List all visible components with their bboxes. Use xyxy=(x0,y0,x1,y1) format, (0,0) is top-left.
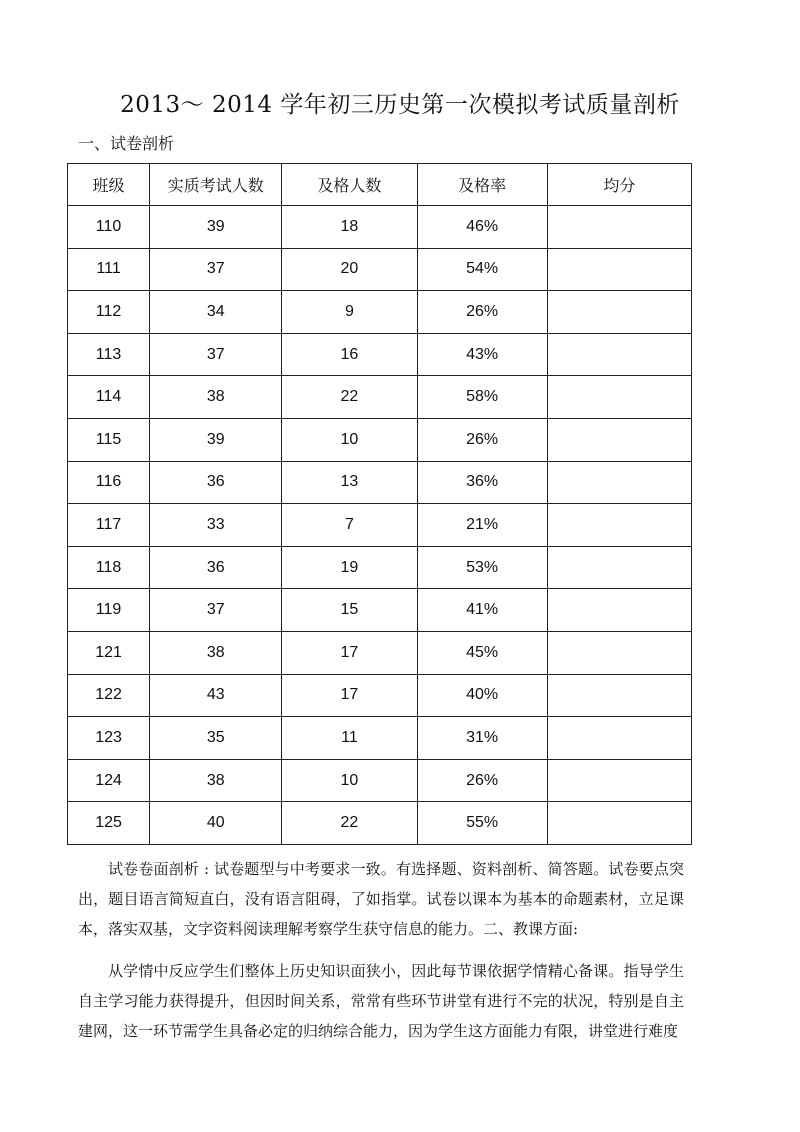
cell-pass-count: 22 xyxy=(282,376,417,419)
cell-pass-count: 10 xyxy=(282,759,417,802)
cell-pass-rate: 55% xyxy=(417,802,547,845)
cell-pass-count: 15 xyxy=(282,589,417,632)
cell-pass-rate: 21% xyxy=(417,504,547,547)
cell-class: 115 xyxy=(68,418,150,461)
cell-class: 111 xyxy=(68,248,150,291)
table-row xyxy=(68,333,692,376)
cell-pass-count: 7 xyxy=(282,504,417,547)
cell-class: 125 xyxy=(68,802,150,845)
cell-pass-count: 22 xyxy=(282,802,417,845)
table-row xyxy=(68,717,692,760)
table-row xyxy=(68,546,692,589)
cell-pass-count: 16 xyxy=(282,333,417,376)
cell-class: 112 xyxy=(68,291,150,334)
cell-actual-students: 38 xyxy=(150,631,282,674)
cell-pass-count: 17 xyxy=(282,631,417,674)
cell-pass-count: 19 xyxy=(282,546,417,589)
cell-class: 116 xyxy=(68,461,150,504)
cell-average-score xyxy=(547,376,691,419)
table-row xyxy=(68,631,692,674)
cell-class: 118 xyxy=(68,546,150,589)
cell-pass-count: 17 xyxy=(282,674,417,717)
cell-pass-count: 20 xyxy=(282,248,417,291)
cell-actual-students: 39 xyxy=(150,418,282,461)
cell-pass-rate: 54% xyxy=(417,248,547,291)
cell-pass-rate: 58% xyxy=(417,376,547,419)
table-row xyxy=(68,418,692,461)
cell-actual-students: 38 xyxy=(150,759,282,802)
cell-average-score xyxy=(547,802,691,845)
table-header-row xyxy=(68,164,692,206)
cell-actual-students: 33 xyxy=(150,504,282,547)
cell-class: 124 xyxy=(68,759,150,802)
cell-pass-rate: 36% xyxy=(417,461,547,504)
table-body xyxy=(68,206,692,845)
cell-pass-rate: 41% xyxy=(417,589,547,632)
cell-actual-students: 43 xyxy=(150,674,282,717)
cell-average-score xyxy=(547,291,691,334)
cell-class: 119 xyxy=(68,589,150,632)
cell-average-score xyxy=(547,248,691,291)
cell-pass-rate: 46% xyxy=(417,206,547,249)
header-pass-rate: 及格率 xyxy=(417,164,547,206)
cell-average-score xyxy=(547,461,691,504)
score-table xyxy=(67,163,692,845)
header-actual-students: 实质考试人数 xyxy=(150,164,282,206)
cell-actual-students: 34 xyxy=(150,291,282,334)
cell-average-score xyxy=(547,589,691,632)
table-row xyxy=(68,759,692,802)
cell-pass-rate: 26% xyxy=(417,291,547,334)
cell-pass-rate: 53% xyxy=(417,546,547,589)
cell-pass-count: 10 xyxy=(282,418,417,461)
cell-pass-rate: 26% xyxy=(417,418,547,461)
paper-analysis-paragraph: 试卷卷面剖析 : 试卷题型与中考要求一致。有选择题、资料剖析、简答题。试卷要点突出，题目语言简短直白，没有语言阻碍，了如指掌。试卷以课本为基本的命题素材，立足课本，落实双基，文字资料阅读理解考察学生获守信息的能力。二、教课方面: xyxy=(78,860,684,938)
table-row xyxy=(68,376,692,419)
cell-class: 123 xyxy=(68,717,150,760)
cell-class: 117 xyxy=(68,504,150,547)
table-row xyxy=(68,206,692,249)
header-pass-count: 及格人数 xyxy=(282,164,417,206)
teaching-analysis-paragraph: 从学情中反应学生们整体上历史知识面狭小，因此每节课依据学情精心备课。指导学生自主学习能力获得提升，但因时间关系，常常有些环节讲堂有进行不完的状况，特别是自主建网，这一环节需学生具备必定的归纳综合能力，因为学生这方面能力有限，讲堂进行难度 xyxy=(78,962,684,1040)
cell-average-score xyxy=(547,504,691,547)
section-heading: 一、试卷剖析 xyxy=(78,134,175,153)
cell-average-score xyxy=(547,717,691,760)
cell-class: 110 xyxy=(68,206,150,249)
cell-average-score xyxy=(547,206,691,249)
cell-average-score xyxy=(547,674,691,717)
header-class: 班级 xyxy=(68,164,150,206)
cell-pass-rate: 31% xyxy=(417,717,547,760)
cell-pass-rate: 26% xyxy=(417,759,547,802)
cell-actual-students: 37 xyxy=(150,589,282,632)
table-row xyxy=(68,291,692,334)
cell-pass-count: 9 xyxy=(282,291,417,334)
page-title: 2013～ 2014 学年初三历史第一次模拟考试质量剖析 xyxy=(120,92,680,118)
table-row xyxy=(68,461,692,504)
cell-pass-count: 13 xyxy=(282,461,417,504)
cell-actual-students: 36 xyxy=(150,461,282,504)
table-row xyxy=(68,504,692,547)
cell-class: 122 xyxy=(68,674,150,717)
cell-average-score xyxy=(547,631,691,674)
cell-pass-rate: 40% xyxy=(417,674,547,717)
cell-pass-rate: 45% xyxy=(417,631,547,674)
cell-actual-students: 39 xyxy=(150,206,282,249)
table-row xyxy=(68,589,692,632)
cell-actual-students: 40 xyxy=(150,802,282,845)
header-average-score: 均分 xyxy=(547,164,691,206)
cell-actual-students: 37 xyxy=(150,333,282,376)
cell-actual-students: 37 xyxy=(150,248,282,291)
cell-pass-rate: 43% xyxy=(417,333,547,376)
cell-actual-students: 36 xyxy=(150,546,282,589)
cell-average-score xyxy=(547,418,691,461)
table-row xyxy=(68,248,692,291)
table-row xyxy=(68,802,692,845)
cell-average-score xyxy=(547,333,691,376)
cell-average-score xyxy=(547,759,691,802)
table-row xyxy=(68,674,692,717)
cell-pass-count: 11 xyxy=(282,717,417,760)
cell-average-score xyxy=(547,546,691,589)
cell-class: 114 xyxy=(68,376,150,419)
cell-pass-count: 18 xyxy=(282,206,417,249)
cell-class: 121 xyxy=(68,631,150,674)
cell-class: 113 xyxy=(68,333,150,376)
cell-actual-students: 38 xyxy=(150,376,282,419)
cell-actual-students: 35 xyxy=(150,717,282,760)
